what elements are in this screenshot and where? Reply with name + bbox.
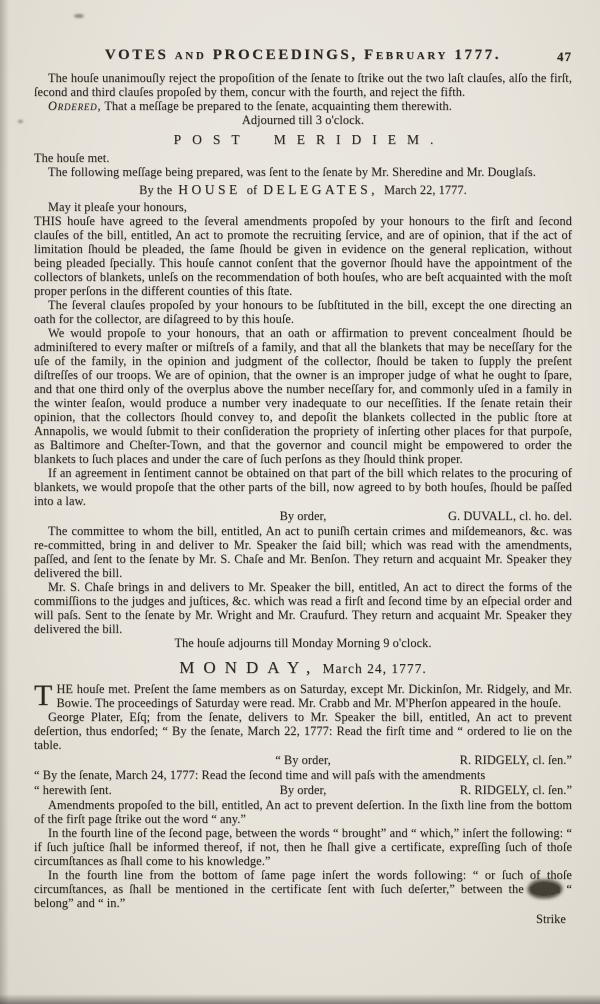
herewith-sent-label: “ herewith ſent. xyxy=(34,783,112,797)
paragraph-amendment-fourth-line xyxy=(34,868,572,910)
signature-ridgely: R. RIDGELY, cl. ſen.” xyxy=(459,753,572,767)
amendment-text-pre: In the fourth line from the bottom of ſame page inſert the words following: “ or ſuch of thoſe circumſtances, as ſhall be mentioned in the certificate ſent with ſuch deſerter,” between the xyxy=(34,868,572,896)
paragraph-clauses-disagreed: The ſeveral clauſes propoſed by your honours to be ſubſtituted in the bill, except the one directing an oath for the collector, are diſagreed to by this houſe. xyxy=(34,298,572,326)
scan-edge-bottom xyxy=(0,994,600,1004)
paragraph-reject-proposition: The houſe unanimouſly reject the propoſition of the ſenate to ſtrike out the two laſt clauſes, alſo the firſt, ſecond and third clauſes propoſed by them, concur with the fourth, and reject the fifth. xyxy=(34,71,572,99)
paragraph-second-reading: “ By the ſenate, March 24, 1777: Read the ſecond time and will paſs with the amendments xyxy=(34,768,486,782)
page-header xyxy=(34,48,572,62)
adjourned-line: Adjourned till 3 o'clock. xyxy=(241,113,365,127)
signature-row-duvall xyxy=(34,509,572,523)
scan-edge-left xyxy=(0,0,9,1004)
ordered-label: Ordered, xyxy=(48,99,102,113)
page-number: 47 xyxy=(557,49,572,64)
delegates-house: HOUSE xyxy=(178,182,241,197)
adjournment-line: The houſe adjourns till Monday Morning 9 o'clock. xyxy=(174,636,432,650)
paragraph-message-sent: The following meſſage being prepared, was ſent to the ſenate by Mr. Sheredine and Mr. Douglaſs. xyxy=(48,165,536,179)
monday-word: MONDAY, xyxy=(179,658,320,677)
ink-speck xyxy=(74,14,84,18)
page-content xyxy=(34,48,572,926)
delegates-date: March 22, 1777. xyxy=(384,183,467,197)
ink-speck xyxy=(18,120,23,123)
delegates-name: DELEGATES, xyxy=(263,182,379,197)
signature-ridgely: R. RIDGELY, cl. ſen.” xyxy=(459,783,573,797)
paragraph-ordered-message xyxy=(34,99,572,113)
paragraph-committee-bill: The committee to whom the bill, entitled, An act to puniſh certain crimes and miſdemeanors, &c. was re-committed, bring in and deliver to Mr. Speaker the ſaid bill; which was read with the amendments, paſſed, and ſent to the ſenate by Mr. S. Chaſe and Mr. Benſon. They return and acquaint Mr. Speaker they delivered the bill. xyxy=(34,524,572,580)
delegates-prefix: By the xyxy=(139,183,173,197)
amendment-text-post: “ belong” and “ in.” xyxy=(34,882,572,910)
signature-duvall: G. DUVALL, cl. ho. del. xyxy=(448,509,573,523)
heading-monday xyxy=(34,658,572,677)
paragraph-amendment-first-page: Amendments propoſed to the bill, entitled, An act to prevent deſertion. In the ſixth line from the bottom of the firſt page ſtrike out the word “ any.” xyxy=(34,798,572,826)
paragraph-monday-attendance xyxy=(34,679,572,712)
heading-house-of-delegates xyxy=(34,183,572,197)
ink-smudge: words xyxy=(529,882,561,896)
catchword: Strike xyxy=(536,912,566,926)
paragraph-amendment-second-page: In the fourth line of the ſecond page, between the words “ brought” and “ which,” inſert the following: “ if ſuch juſtice ſhall be informed thereof, if not, then he ſhall give a certificate, expreſſing ſuch of thoſe circumſtances as ſhall come to his knowledge.” xyxy=(34,826,572,868)
paragraph-chase-bill: Mr. S. Chaſe brings in and delivers to Mr. Speaker the bill, entitled, An act to direct the forms of the commiſſions to the judges and juſtices, &c. which was read a firſt and ſecond time by an eſpecial order and will paſs. Sent to the ſenate by Mr. Wright and Mr. Craufurd. They return and acquaint Mr. Speaker they delivered the bill. xyxy=(34,580,572,636)
paragraph-amendments-agreed: THIS houſe have agreed to the ſeveral amendments propoſed by your honours to the firſt and ſecond clauſes of the bill, entitled, An act to promote the recruiting ſervice, and are of opinion, that if the act of limitation ſhould be pleaded, the ſame ſhould be given in evidence on the general replication, without being pleaded ſpecially. This houſe cannot conſent that the governor ſhould have the appointment of the collectors of blankets, unleſs on the recommendation of both houſes, who are beſt acquainted with the moſt proper perſons in the different counties of this ſtate. xyxy=(34,214,572,298)
ordered-text: That a meſſage be prepared to the ſenate, acquainting them therewith. xyxy=(104,99,452,113)
paragraph-plater-bill: George Plater, Eſq; from the ſenate, delivers to Mr. Speaker the bill, entitled, An act to prevent deſertion, thus endorſed; “ By the ſenate, March 22, 1777: Read the firſt time and “ ordered to lie on the table. xyxy=(34,710,572,752)
delegates-of: of xyxy=(246,183,258,197)
paragraph-house-met: The houſe met. xyxy=(34,151,110,165)
signature-row-ridgely-2 xyxy=(34,783,572,797)
signature-row-ridgely-1 xyxy=(34,753,572,767)
monday-attendance-text: HE houſe met. Preſent the ſame members as on Saturday, except Mr. Dickinſon, Mr. Ridgely, and Mr. Bowie. The proceedings of Saturday were read. Mr. Crabb and Mr. M'Pherſon appeared in the houſe. xyxy=(56,682,572,710)
by-order-label: “ By order, xyxy=(275,753,331,767)
paragraph-agreement-sentiment: If an agreement in ſentiment cannot be obtained on that part of the bill which relates to the procuring of blankets, we would propoſe that the other parts of the bill, now agreed to by both houſes, ſhould be paſſed into a law. xyxy=(34,466,572,508)
monday-date: March 24, 1777. xyxy=(322,661,427,676)
drop-cap-initial: T xyxy=(34,679,53,712)
page-title: VOTES and PROCEEDINGS, February 1777. xyxy=(104,47,502,63)
by-order-label: By order, xyxy=(279,783,327,797)
by-order-label: By order, xyxy=(279,509,327,523)
paragraph-oath-proposal: We would propoſe to your honours, that an oath or affirmation to prevent concealment ſhould be adminiſtered to every maſter or miſtreſs of a family, and that all the blankets that may be neceſſary for the uſe of the family, in the opinion and judgment of the collector, ſhould be taken to ſupply the preſent diſtreſſes of our troops. We are of opinion, that the owner is an improper judge of what he ought to ſpare, and that one third only of the overplus above the number neceſſary for, and commonly uſed in a family in the winter ſeaſon, would produce a number very inadequate to our neceſſities. If the ſenate retain their opinion, that the collectors ſhould convey to, and depoſit the blankets collected in the public ſtore at Annapolis, we would ſubmit to their conſideration the propriety of inſerting other places for that purpoſe, as Baltimore and Cheſter-Town, and that the governor and council might be empowered to order the blankets to ſuch places and under the care of ſuch perſons as they ſhould think proper. xyxy=(34,326,572,466)
salutation-line: May it pleaſe your honours, xyxy=(48,200,187,214)
heading-post-meridiem: POST MERIDIEM. xyxy=(173,132,445,147)
